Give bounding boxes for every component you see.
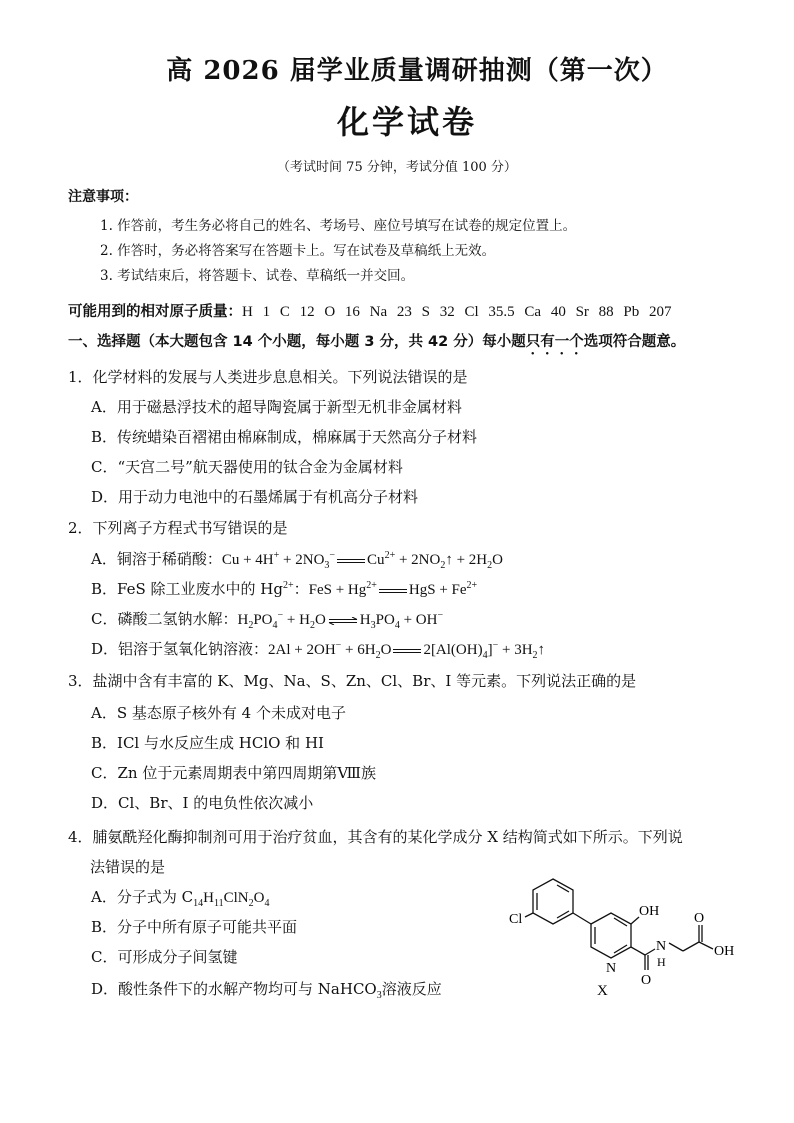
question-4-stem: 4．脯氨酰羟化酶抑制剂可用于治疗贫血，其含有的某化学成分 X 结构简式如下所示。下列说 xyxy=(68,828,683,846)
question-2-stem: 2．下列离子方程式书写错误的是 xyxy=(68,519,288,537)
question-2-option-c: C．磷酸二氢钠水解：$H_2PO_4^- + H_2O$ $H_3PO_4 + OH^-$ xyxy=(91,610,444,631)
atom-label-nh: N xyxy=(656,939,667,954)
question-1-option-d: D．用于动力电池中的石墨烯属于有机高分子材料 xyxy=(91,488,419,506)
question-1-option-b: B．传统蜡染百褶裙由棉麻制成，棉麻属于天然高分子材料 xyxy=(91,428,478,446)
structure-label-x: X xyxy=(597,983,608,998)
section-heading xyxy=(68,330,685,358)
question-3-option-b: B．ICl 与水反应生成 HClO 和 HI xyxy=(91,734,324,752)
note-item: 2. 作答时，务必将答案写在答题卡上。写在试卷及草稿纸上无效。 xyxy=(100,243,496,259)
question-4-option-d: D．酸性条件下的水解产物均可与 NaHCO$_3$溶液反应 xyxy=(91,980,442,1001)
note-item: 1. 作答前，考生务必将自己的姓名、考场号、座位号填写在试卷的规定位置上。 xyxy=(100,218,577,234)
question-2-option-b: B．FeS 除工业废水中的 $Hg^{2+}$：FeS + $Hg^{2+}$ HgS + $Fe^{2+}$ xyxy=(91,580,478,598)
atom-label-cl: Cl xyxy=(509,912,523,927)
question-3-option-d: D．Cl、Br、I 的电负性依次减小 xyxy=(91,794,314,812)
atom-label-o-amide: O xyxy=(641,973,652,988)
exam-title: 高 2026 届学业质量调研抽测（第一次） xyxy=(166,56,668,86)
note-item: 3. 考试结束后，将答题卡、试卷、草稿纸一并交回。 xyxy=(100,268,415,284)
question-4-stem-cont: 法错误的是 xyxy=(90,858,166,876)
question-1-stem: 1．化学材料的发展与人类进步息息相关。下列说法错误的是 xyxy=(68,368,468,386)
question-3-stem: 3．盐湖中含有丰富的 K、Mg、Na、S、Zn、Cl、Br、I 等元素。下列说法正确的是 xyxy=(68,672,637,690)
atomic-masses-values: H 1 C 12 O 16 Na 23 S 32 Cl 35.5 Ca 40 Sr 88 Pb 207 xyxy=(242,304,672,320)
question-2-option-a: A．铜溶于稀硝酸：$Cu + 4H^+ + 2NO_3^-$ $Cu^{2+}$ + $2NO_2↑ + 2H_2O$ xyxy=(91,550,503,571)
question-1-option-a: A．用于磁悬浮技术的超导陶瓷属于新型无机非金属材料 xyxy=(91,398,462,416)
notes-heading: 注意事项： xyxy=(68,189,138,205)
atom-label-o-carboxyl: O xyxy=(694,911,705,926)
subject-title: 化学试卷 xyxy=(336,103,477,141)
atom-label-oh-carboxyl: OH xyxy=(714,944,735,959)
question-4-option-b: B．分子中所有原子可能共平面 xyxy=(91,918,298,936)
question-3-option-a: A．S 基态原子核外有 4 个未成对电子 xyxy=(91,704,346,722)
atom-label-oh: OH xyxy=(639,904,660,919)
atom-label-n-ring: N xyxy=(606,961,617,976)
question-2-option-d: D．铝溶于氢氧化钠溶液：$2Al + 2OH^- + 6H_2O$ $2[Al(OH)_4]^-$ + $3H_2↑$ xyxy=(91,640,546,661)
atomic-masses xyxy=(68,300,672,321)
molecule-x-structure xyxy=(505,873,775,998)
section-heading-post: 选项符合题意。 xyxy=(583,334,686,350)
atom-label-h: H xyxy=(657,955,666,969)
reversible-arrow-icon xyxy=(328,617,358,625)
question-4-option-c: C．可形成分子间氢键 xyxy=(91,948,238,966)
exam-duration-info: （考试时间 75 分钟，考试分值 100 分） xyxy=(277,160,517,175)
section-heading-pre: 一、选择题（本大题包含 14 个小题，每小题 3 分，共 42 分）每小题 xyxy=(68,334,526,350)
question-3-option-c: C．Zn 位于元素周期表中第四周期第Ⅷ族 xyxy=(91,764,376,782)
section-heading-emphasis: 只有一个 xyxy=(525,334,584,350)
question-4-option-a: A．分子式为 $C_{14}H_{11}ClN_2O_4$ xyxy=(91,888,270,909)
atomic-masses-label: 可能用到的相对原子质量： xyxy=(68,304,242,320)
question-1-option-c: C．“天宫二号”航天器使用的钛合金为金属材料 xyxy=(91,458,403,476)
